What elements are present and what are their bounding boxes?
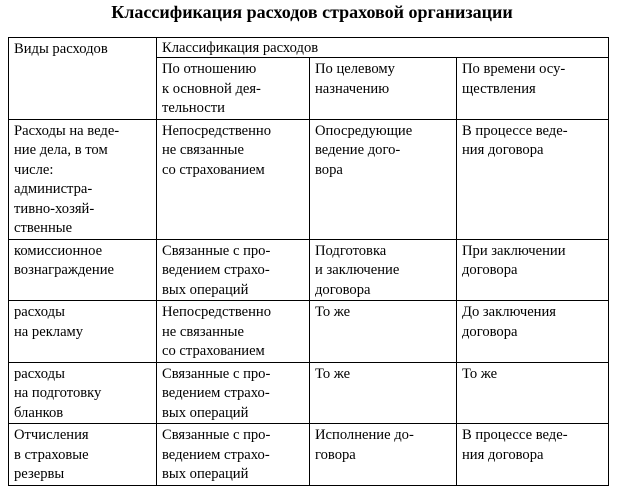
header-classification-group: Классификация расходов xyxy=(157,38,609,58)
header-purpose: По целевому назначению xyxy=(310,58,457,120)
cell-expense-type: расходы на рекламу xyxy=(9,301,157,363)
cell-purpose: Подготовка и заключение договора xyxy=(310,239,457,301)
cell-purpose: Опосредующие ведение дого- вора xyxy=(310,119,457,239)
header-relation: По отношению к основной дея- тельности xyxy=(157,58,310,120)
cell-relation: Связанные с про- ведением страхо- вых операций xyxy=(157,239,310,301)
header-expense-types: Виды расходов xyxy=(9,38,157,120)
cell-purpose: То же xyxy=(310,362,457,424)
header-row-group xyxy=(9,38,609,58)
cell-expense-type: комиссионное вознаграждение xyxy=(9,239,157,301)
document-title: Классификация расходов страховой организации xyxy=(111,2,513,22)
cell-expense-type: расходы на подготовку бланков xyxy=(9,362,157,424)
cell-purpose: Исполнение до- говора xyxy=(310,424,457,486)
cell-timing: В процессе веде- ния договора xyxy=(457,119,609,239)
cell-timing: В процессе веде- ния договора xyxy=(457,424,609,486)
cell-relation: Непосредственно не связанные со страхованием xyxy=(157,119,310,239)
cell-relation: Связанные с про- ведением страхо- вых операций xyxy=(157,362,310,424)
cell-expense-type: Отчисления в страховые резервы xyxy=(9,424,157,486)
table-row xyxy=(9,362,609,424)
cell-purpose: То же xyxy=(310,301,457,363)
table-row xyxy=(9,119,609,239)
table-row xyxy=(9,424,609,486)
expense-classification-table xyxy=(8,37,609,486)
table-row xyxy=(9,301,609,363)
cell-timing: То же xyxy=(457,362,609,424)
table-row xyxy=(9,239,609,301)
cell-relation: Непосредственно не связанные со страхованием xyxy=(157,301,310,363)
cell-expense-type: Расходы на веде- ние дела, в том числе: администра- тивно-хозяй- ственные xyxy=(9,119,157,239)
cell-timing: До заключения договора xyxy=(457,301,609,363)
header-timing: По времени осу- ществления xyxy=(457,58,609,120)
cell-relation: Связанные с про- ведением страхо- вых операций xyxy=(157,424,310,486)
cell-timing: При заключении договора xyxy=(457,239,609,301)
